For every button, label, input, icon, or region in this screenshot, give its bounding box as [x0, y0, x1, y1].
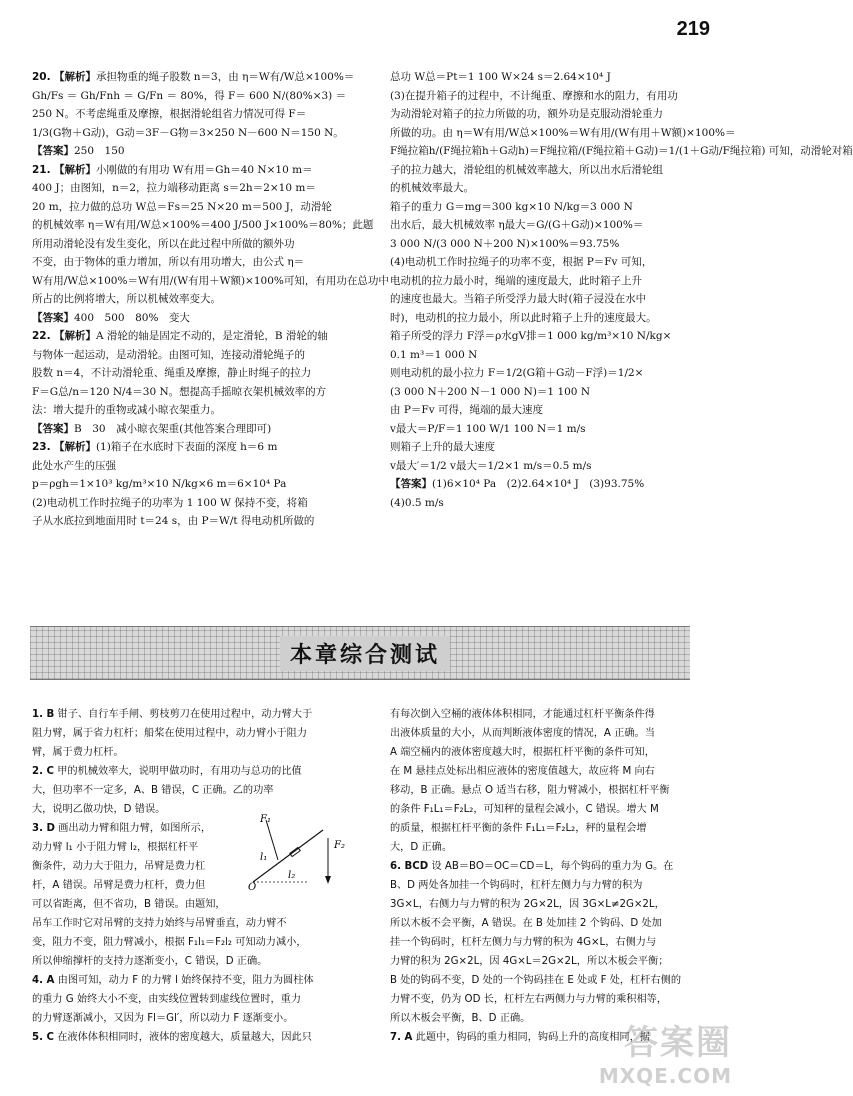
- line-text: 所占的比例将增大，所以机械效率变大。: [32, 293, 221, 305]
- label-l2: l₂: [288, 870, 296, 881]
- section-tag: 【答案】: [32, 422, 74, 435]
- text-line: [32, 105, 355, 124]
- line-text: 则箱子上升的最大速度: [390, 441, 495, 453]
- line-text: v最大′＝1/2 v最大＝1/2×1 m/s＝0.5 m/s: [390, 459, 592, 472]
- line-text: 由 P＝Fv 可得，绳端的最大速度: [390, 404, 543, 416]
- item-number: 7. A: [390, 1032, 413, 1043]
- line-text: 1/3(G物＋G动)，G动＝3F－G物＝3×250 N－600 N＝150 N。: [32, 126, 344, 139]
- section-tag: 【解析】: [53, 330, 96, 342]
- line-text: 时)，电动机的拉力最小，所以此时箱子上升的速度最大。: [390, 311, 657, 324]
- line-text: (2)电动机工作时拉绳子的功率为 1 100 W 保持不变，将箱: [32, 496, 308, 509]
- item-number: 23.: [32, 441, 51, 453]
- text-line: [32, 401, 355, 420]
- line-text: 在 M 悬挂点处标出相应液体的密度值越大，故应将 M 向右: [390, 766, 655, 777]
- text-line: [390, 309, 725, 328]
- text-line: [390, 272, 725, 291]
- line-text: 承担物重的绳子股数 n＝3，由 η＝W有/W总×100%＝: [95, 71, 355, 83]
- text-line: [390, 438, 725, 457]
- line-text: 臂，属于费力杠杆。: [32, 747, 124, 758]
- line-text: 子从水底拉到地面用时 t＝24 s，由 P＝W/t 得电动机所做的: [32, 515, 315, 527]
- line-text: 出水后，最大机械效率 η最大＝G/(G＋G动)×100%＝: [390, 219, 644, 231]
- text-line: [390, 971, 725, 990]
- line-text: 总功 W总＝Pt＝1 100 W×24 s＝2.64×10⁴ J: [390, 71, 611, 83]
- text-line: [32, 68, 355, 87]
- text-line: [32, 952, 364, 971]
- line-text: 则电动机的最小拉力 F＝1/2(G箱＋G动－F浮)＝1/2×: [390, 367, 644, 379]
- text-line: [390, 724, 725, 743]
- text-line: [390, 705, 725, 724]
- item-number: 1. B: [32, 709, 55, 720]
- item-number: 2. C: [32, 766, 54, 777]
- text-line: [390, 235, 725, 254]
- line-text: B 处的钩码不变，D 处的一个钩码挂在 E 处或 F 处，杠杆右侧的: [390, 975, 682, 986]
- text-line: [32, 198, 355, 217]
- text-line: [32, 383, 355, 402]
- item-number: 3. D: [32, 823, 55, 834]
- line-text: 箱子的重力 G＝mg＝300 kg×10 N/kg＝3 000 N: [390, 200, 633, 213]
- line-text: 的重力 G 始终大小不变，由实线位置转到虚线位置时，重力: [32, 994, 302, 1005]
- text-line: [390, 161, 725, 180]
- lever-diagram: [248, 810, 358, 893]
- text-line: [390, 914, 725, 933]
- line-text: 阻力臂，属于省力杠杆；船桨在使用过程中，动力臂小于阻力: [32, 728, 308, 739]
- text-line: [32, 327, 355, 346]
- text-line: [32, 142, 355, 161]
- text-line: [390, 198, 725, 217]
- text-line: [390, 383, 725, 402]
- force2-arrowhead: [325, 876, 331, 884]
- line-text: 所以木板不会平衡，A 错误。在 B 处加挂 2 个钩码、D 处加: [390, 918, 662, 929]
- line-text: 所以木板会平衡，B、D 正确。: [390, 1013, 531, 1024]
- item-number: 6. BCD: [390, 861, 429, 872]
- line-text: 所用动滑轮没有发生变化，所以在此过程中所做的额外功: [32, 237, 295, 250]
- line-text: A 滑轮的轴是固定不动的，是定滑轮，B 滑轮的轴: [95, 330, 328, 342]
- text-line: [32, 724, 364, 743]
- line-text: 的条件 F₁L₁＝F₂L₂，可知秤的量程会减小，C 错误。增大 M: [390, 804, 659, 815]
- text-line: [390, 346, 725, 365]
- text-line: [32, 235, 355, 254]
- line-text: 电动机的拉力最小时，绳端的速度最大，此时箱子上升: [390, 274, 642, 287]
- text-line: [390, 253, 725, 272]
- text-line: [32, 272, 389, 291]
- line-text: (3)在提升箱子的过程中，不计绳重、摩擦和水的阻力，有用功: [390, 89, 678, 102]
- section-tag: 【解析】: [53, 163, 96, 176]
- line-text: 设 AB＝BO＝OC＝CD＝L，每个钩码的重力为 G。在: [431, 861, 674, 872]
- text-line: [32, 914, 364, 933]
- text-line: [390, 327, 725, 346]
- line-text: (1)箱子在水底时下表面的深度 h＝6 m: [95, 441, 278, 453]
- line-text: 大，但功率不一定多，A、B 错误，C 正确。乙的功率: [32, 785, 274, 796]
- line-text: B、D 两处各加挂一个钩码时，杠杆左侧力与力臂的积为: [390, 880, 643, 891]
- force1-arrow: [266, 820, 278, 860]
- line-text: 出液体质量的大小，从而判断液体密度的情况，A 正确。当: [390, 728, 655, 739]
- line-text: 有每次倒入空桶的液体体积相同，才能通过杠杆平衡条件得: [390, 709, 655, 720]
- line-text: A 端空桶内的液体密度越大时，根据杠杆平衡的条件可知，: [390, 747, 655, 758]
- line-text: 的力臂逐渐减小，又因为 Fl＝Gl′，所以动力 F 逐渐变小。: [32, 1013, 294, 1024]
- line-text: (3 000 N＋200 N－1 000 N)＝1 100 N: [390, 385, 591, 398]
- text-line: [32, 990, 364, 1009]
- text-line: [32, 762, 364, 781]
- line-text: F绳拉箱h/(F绳拉箱h＋G动h)＝F绳拉箱/(F绳拉箱＋G动)＝1/(1＋G动/F绳拉箱) 可知，动滑轮对箱: [390, 145, 853, 157]
- left-column: [32, 68, 389, 531]
- right-column: [390, 68, 853, 512]
- line-text: 的质量，根据杠杆平衡的条件 F₁L₁＝F₂L₂，秤的量程会增: [390, 823, 647, 834]
- support-rod: [290, 847, 300, 856]
- line-text: 400 500 80% 变大: [74, 311, 190, 324]
- text-line: [390, 819, 725, 838]
- line-text: 所以伸缩撑杆的支持力逐渐变小，C 错误，D 正确。: [32, 956, 268, 967]
- line-text: B 30 减小晾衣架重(其他答案合理即可): [74, 422, 272, 435]
- text-line: [390, 457, 725, 476]
- item-number: 5. C: [32, 1032, 54, 1043]
- text-line: [390, 781, 725, 800]
- page-number: 219: [676, 18, 710, 40]
- text-line: [390, 68, 725, 87]
- line-text: Gh/Fs ＝ Gh/Fnh ＝ G/Fn ＝ 80%，得 F＝ 600 N/(80%×3) ＝: [32, 89, 347, 102]
- line-text: 250 N。不考虑绳重及摩擦，根据滑轮组省力情况可得 F＝: [32, 108, 307, 120]
- label-F2: F₂: [334, 840, 345, 851]
- text-line: [390, 475, 725, 494]
- text-line: [390, 895, 725, 914]
- section-tag: 【解析】: [53, 441, 96, 453]
- text-line: [390, 401, 725, 420]
- label-l1: l₁: [260, 852, 268, 863]
- item-number: 4. A: [32, 975, 55, 986]
- line-text: (4)电动机工作时拉绳子的功率不变，根据 P＝Fv 可知，: [390, 256, 653, 268]
- line-text: 的机械效率最大。: [390, 182, 474, 194]
- line-text: 钳子、自行车手闸、剪枝剪刀在使用过程中，动力臂大于: [57, 709, 313, 720]
- line-text: 由图可知，动力 F 的力臂 l 始终保持不变，阻力为圆柱体: [57, 975, 314, 986]
- line-text: 动力臂 l₁ 小于阻力臂 l₂，根据杠杆平: [32, 842, 199, 853]
- line-text: v最大＝P/F＝1 100 W/1 100 N＝1 m/s: [390, 422, 586, 435]
- line-text: W有用/W总×100%＝W有用/(W有用＋W额)×100%可知，有用功在总功中: [32, 274, 389, 287]
- text-line: [32, 971, 364, 990]
- text-line: [32, 179, 355, 198]
- line-text: 的速度也最大。当箱子所受浮力最大时(箱子浸没在水中: [390, 293, 647, 305]
- line-text: 吊车工作时它对吊臂的支持力始终与吊臂垂直，动力臂不: [32, 918, 287, 929]
- line-text: p＝ρgh＝1×10³ kg/m³×10 N/kg×6 m＝6×10⁴ Pa: [32, 478, 287, 490]
- text-line: [32, 933, 364, 952]
- text-line: [32, 87, 355, 106]
- text-line: [390, 762, 725, 781]
- text-line: [390, 364, 725, 383]
- text-line: [390, 876, 725, 895]
- line-text: 杆，A 错误。吊臂是费力杠杆，费力但: [32, 880, 206, 891]
- watermark-line2: MXQE.COM: [598, 1064, 732, 1088]
- text-line: [32, 781, 364, 800]
- text-line: [32, 1009, 364, 1028]
- text-line: [390, 952, 725, 971]
- line-text: 不变，由于物体的重力增加，所以有用功增大，由公式 η＝: [32, 256, 305, 268]
- line-text: (1)6×10⁴ Pa (2)2.64×10⁴ J (3)93.75%: [432, 478, 645, 490]
- line-text: 力臂的积为 2G×2L，因 4G×L＝2G×2L，所以木板会平衡；: [390, 956, 669, 967]
- text-line: [390, 420, 725, 439]
- line-text: 画出动力臂和阻力臂，如图所示，: [58, 823, 212, 834]
- line-text: 小刚做的有用功 W有用＝Gh＝40 N×10 m＝: [95, 163, 313, 176]
- section-title: 本章综合测试: [280, 636, 450, 671]
- text-line: [32, 705, 364, 724]
- section-tag: 【答案】: [32, 145, 74, 157]
- text-line: [390, 142, 853, 161]
- text-line: [32, 364, 355, 383]
- line-text: 衡条件，动力大于阻力，吊臂是费力杠: [32, 861, 206, 872]
- line-text: 20 m，拉力做的总功 W总＝Fs＝25 N×20 m＝500 J，动滑轮: [32, 200, 332, 213]
- item-number: 22.: [32, 330, 51, 342]
- text-line: [32, 1028, 364, 1047]
- text-line: [32, 124, 355, 143]
- item-number: 21.: [32, 163, 51, 176]
- text-line: [32, 743, 364, 762]
- watermark-line1: 答案圈: [624, 1023, 732, 1063]
- line-text: 子的拉力越大，滑轮组的机械效率越大，所以出水后滑轮组: [390, 163, 663, 176]
- line-text: 400 J；由图知，n＝2，拉力端移动距离 s＝2h＝2×10 m＝: [32, 182, 316, 194]
- line-text: 250 150: [74, 145, 125, 157]
- text-line: [390, 124, 736, 143]
- text-line: [390, 216, 725, 235]
- text-line: [32, 290, 355, 309]
- line-text: 此题中，钩码的重力相同，钩码上升的高度相同，据: [415, 1032, 650, 1043]
- line-text: 股数 n＝4，不计动滑轮重、绳重及摩擦，静止时绳子的拉力: [32, 367, 312, 379]
- text-line: [32, 457, 355, 476]
- watermark: [599, 1015, 732, 1088]
- line-text: 大，D 正确。: [390, 842, 453, 853]
- section-tag: 【答案】: [390, 478, 432, 490]
- text-line: [390, 179, 725, 198]
- text-line: [32, 438, 355, 457]
- text-line: [390, 494, 725, 513]
- line-text: 大，说明乙做功快，D 错误。: [32, 804, 166, 815]
- line-text: 箱子所受的浮力 F浮＝ρ水gV排＝1 000 kg/m³×10 N/kg×: [390, 330, 672, 342]
- text-line: [32, 895, 364, 914]
- line-text: 变，阻力不变，阻力臂减小，根据 F₁l₁＝F₂l₂ 可知动力减小，: [32, 937, 307, 948]
- line-text: 移动，B 正确。悬点 O 适当右移，阻力臂减小，根据杠杆平衡: [390, 785, 670, 796]
- label-F1: F₁: [260, 814, 271, 825]
- line-text: 此处水产生的压强: [32, 459, 116, 472]
- text-line: [32, 475, 355, 494]
- text-line: [390, 87, 725, 106]
- line-text: 与物体一起运动，是动滑轮。由图可知，连接动滑轮绳子的: [32, 348, 305, 361]
- line-text: 在液体体积相同时，液体的密度越大，质量越大，因此只: [57, 1032, 312, 1043]
- text-line: [32, 253, 355, 272]
- line-text: 的机械效率 η＝W有用/W总×100%＝400 J/500 J×100%＝80%；此题: [32, 219, 374, 231]
- line-text: 为动滑轮对箱子的拉力所做的功，额外功是克服动滑轮重力: [390, 108, 663, 120]
- bottom-right-column: [390, 705, 725, 1047]
- text-line: [32, 494, 355, 513]
- text-line: [32, 512, 355, 531]
- text-line: [390, 933, 725, 952]
- line-text: (4)0.5 m/s: [390, 496, 444, 509]
- line-text: F＝G总/n＝120 N/4＝30 N。想提高手摇晾衣架机械效率的方: [32, 385, 327, 398]
- text-line: [390, 743, 725, 762]
- item-number: 20.: [32, 71, 51, 83]
- label-O: O: [248, 882, 257, 893]
- text-line: [32, 309, 355, 328]
- line-text: 挂一个钩码时，杠杆左侧力与力臂的积为 4G×L，右侧力与: [390, 937, 657, 948]
- line-text: 0.1 m³＝1 000 N: [390, 348, 478, 361]
- section-tag: 【解析】: [53, 71, 96, 83]
- line-text: 3 000 N/(3 000 N＋200 N)×100%＝93.75%: [390, 237, 620, 250]
- line-text: 力臂不变，仍为 OD 长，杠杆左右两侧力与力臂的乘积相等，: [390, 994, 668, 1005]
- text-line: [390, 990, 725, 1009]
- text-line: [390, 857, 725, 876]
- line-text: 3G×L，右侧力与力臂的积为 2G×2L，因 3G×L≠2G×2L，: [390, 899, 665, 910]
- text-line: [390, 800, 725, 819]
- text-line: [390, 290, 725, 309]
- text-line: [390, 838, 725, 857]
- text-line: [390, 105, 725, 124]
- line-text: 所做的功。由 η＝W有用/W总×100%＝W有用/(W有用＋W额)×100%＝: [390, 126, 736, 139]
- text-line: [32, 216, 374, 235]
- text-line: [32, 161, 355, 180]
- section-tag: 【答案】: [32, 311, 74, 324]
- line-text: 法：增大提升的重物或减小晾衣架重力。: [32, 404, 221, 416]
- line-text: 甲的机械效率大，说明甲做功时，有用功与总功的比值: [57, 766, 302, 777]
- line-text: 可以省距离，但不省功，B 错误。由题知，: [32, 899, 226, 910]
- text-line: [32, 346, 355, 365]
- text-line: [32, 420, 355, 439]
